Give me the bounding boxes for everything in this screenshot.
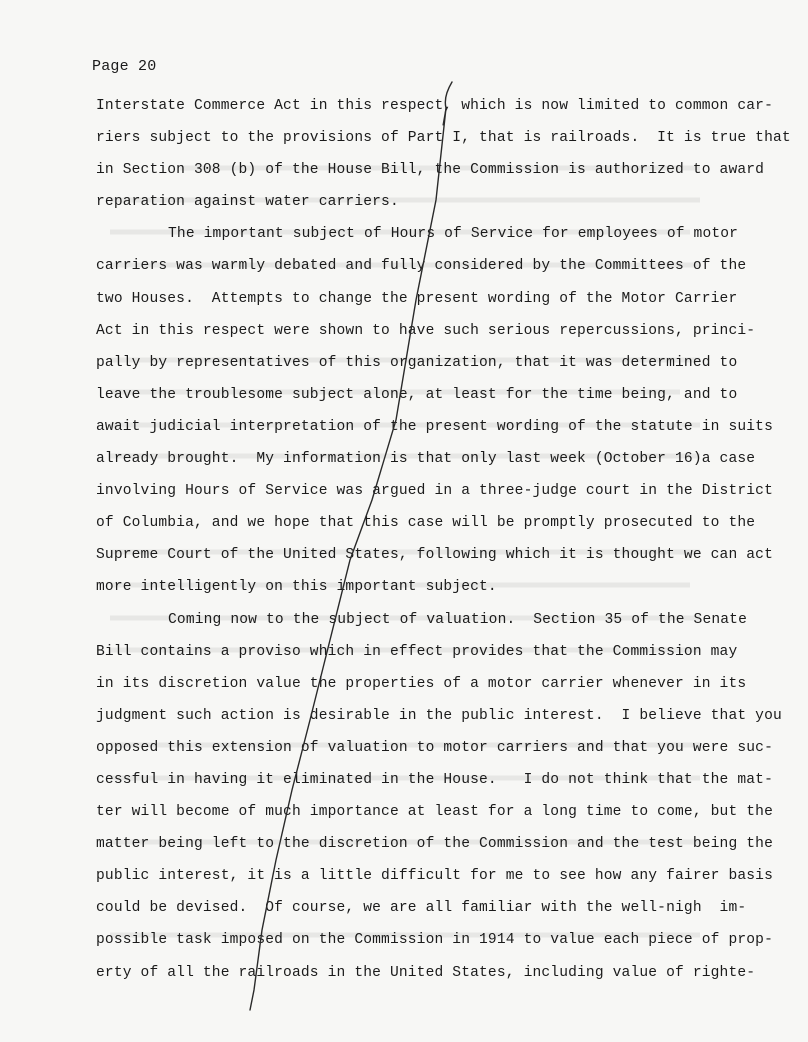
text-line: reparation against water carriers. bbox=[96, 194, 399, 211]
text-line: Interstate Commerce Act in this respect, which is now limited to common car- bbox=[96, 98, 773, 114]
text-line: riers subject to the provisions of Part I, that is railroads. It is true that bbox=[96, 130, 791, 147]
text-line: Supreme Court of the United States, following which it is thought we can act bbox=[96, 547, 773, 564]
text-line: of Columbia, and we hope that this case will be promptly prosecuted to the bbox=[96, 515, 756, 532]
page-number-label: Page 20 bbox=[92, 58, 157, 75]
text-line: in Section 308 (b) of the House Bill, the Commission is authorized to award bbox=[96, 162, 765, 179]
text-line: leave the troublesome subject alone, at least for the time being, and to bbox=[96, 386, 738, 403]
letter-body bbox=[96, 90, 791, 989]
text-line: in its discretion value the properties of a motor carrier whenever in its bbox=[96, 675, 747, 692]
text-line: cessful in having it eliminated in the House. I do not think that the mat- bbox=[96, 771, 773, 788]
text-line: opposed this extension of valuation to motor carriers and that you were suc- bbox=[96, 739, 773, 756]
text-line: The important subject of Hours of Service for employees of motor bbox=[168, 226, 739, 243]
text-line: pally by representatives of this organization, that it was determined to bbox=[96, 354, 738, 371]
text-line: Act in this respect were shown to have such serious repercussions, princi- bbox=[96, 322, 756, 339]
text-line: await judicial interpretation of the present wording of the statute in suits bbox=[96, 418, 773, 435]
text-line: could be devised. Of course, we are all familiar with the well-nigh im- bbox=[96, 900, 747, 917]
text-line: possible task imposed on the Commission in 1914 to value each piece of prop- bbox=[96, 932, 773, 949]
text-line: two Houses. Attempts to change the present wording of the Motor Carrier bbox=[96, 290, 738, 307]
text-line: involving Hours of Service was argued in a three-judge court in the District bbox=[96, 483, 773, 500]
text-line: carriers was warmly debated and fully considered by the Committees of the bbox=[96, 258, 747, 275]
text-line: Bill contains a proviso which in effect provides that the Commission may bbox=[96, 643, 738, 660]
text-line: already brought. My information is that only last week (October 16)a case bbox=[96, 451, 756, 468]
text-line: erty of all the railroads in the United States, including value of righte- bbox=[96, 964, 756, 981]
text-line: judgment such action is desirable in the public interest. I believe that you bbox=[96, 707, 782, 724]
text-line: matter being left to the discretion of the Commission and the test being the bbox=[96, 836, 773, 853]
text-line: ter will become of much importance at least for a long time to come, but the bbox=[96, 804, 773, 821]
text-line: more intelligently on this important subject. bbox=[96, 579, 497, 596]
text-line: Coming now to the subject of valuation. Section 35 of the Senate bbox=[168, 611, 747, 628]
text-line: public interest, it is a little difficult for me to see how any fairer basis bbox=[96, 868, 773, 885]
